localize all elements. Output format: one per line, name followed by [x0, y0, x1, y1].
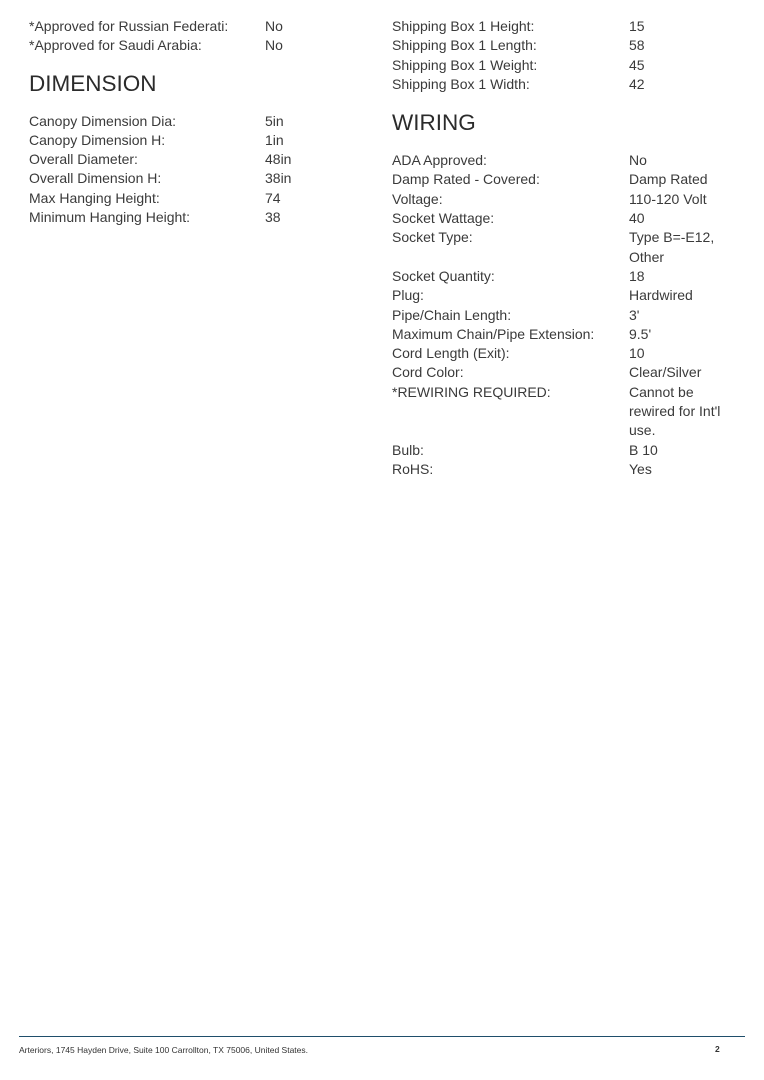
- spec-value: 38in: [265, 170, 292, 187]
- spec-row: [29, 131, 359, 150]
- spec-row: [29, 208, 359, 227]
- dimension-rows: [29, 112, 359, 228]
- spec-label: Plug:: [392, 287, 424, 304]
- spec-value: 1in: [265, 131, 284, 148]
- dimension-section-title: DIMENSION: [29, 70, 157, 96]
- spec-label: *REWIRING REQUIRED:: [392, 383, 551, 400]
- spec-row: [392, 75, 737, 94]
- wiring-rows: [392, 151, 737, 479]
- spec-row: [29, 189, 359, 208]
- left-column: [29, 17, 359, 227]
- spec-value: Clear/Silver: [629, 364, 702, 381]
- spec-label: Pipe/Chain Length:: [392, 306, 512, 323]
- spec-label: Shipping Box 1 Length:: [392, 37, 537, 54]
- spec-label: Maximum Chain/Pipe Extension:: [392, 325, 595, 342]
- spec-row: [29, 150, 359, 169]
- spec-value: 58: [629, 37, 645, 54]
- spec-row: [392, 363, 737, 382]
- spec-value: Cannot be rewired for Int'l use.: [629, 383, 721, 439]
- spec-row: [392, 344, 737, 363]
- page-number: 2: [715, 1044, 720, 1054]
- spec-label: Max Hanging Height:: [29, 189, 160, 206]
- spec-value: 5in: [265, 112, 284, 129]
- spec-value: 74: [265, 189, 281, 206]
- spec-row: [392, 36, 737, 55]
- spec-row: [392, 228, 737, 267]
- spec-label: Socket Quantity:: [392, 267, 495, 284]
- spec-row: [392, 56, 737, 75]
- spec-value: 48in: [265, 151, 292, 168]
- spec-value: 18: [629, 267, 645, 284]
- spec-label: Damp Rated - Covered:: [392, 171, 540, 188]
- spec-value: Yes: [629, 460, 652, 477]
- spec-value: 42: [629, 75, 645, 92]
- spec-row: [392, 267, 737, 286]
- spec-value: 9.5': [629, 325, 652, 342]
- spec-label: Canopy Dimension H:: [29, 131, 166, 148]
- spec-value: No: [629, 152, 647, 169]
- spec-value: 3': [629, 306, 640, 323]
- spec-value: No: [265, 18, 283, 34]
- footer-address: Arteriors, 1745 Hayden Drive, Suite 100 Carrollton, TX 75006, United States.: [19, 1045, 308, 1055]
- spec-value: 10: [629, 345, 645, 362]
- spec-label: Shipping Box 1 Height:: [392, 18, 535, 34]
- spec-label: Cord Color:: [392, 364, 464, 381]
- spec-row: [392, 383, 737, 441]
- spec-row: [29, 17, 359, 36]
- spec-value: 45: [629, 56, 645, 73]
- spec-row: [29, 36, 359, 55]
- wiring-section-title: WIRING: [392, 110, 476, 136]
- shipping-rows: [392, 17, 737, 94]
- spec-label: Canopy Dimension Dia:: [29, 112, 177, 129]
- right-column: [392, 17, 737, 479]
- spec-row: [392, 325, 737, 344]
- spec-label: Cord Length (Exit):: [392, 345, 510, 362]
- spec-row: [392, 151, 737, 170]
- spec-label: Shipping Box 1 Width:: [392, 75, 530, 92]
- spec-row: [392, 306, 737, 325]
- spec-row: [392, 209, 737, 228]
- spec-value: 15: [629, 18, 645, 34]
- spec-label: ADA Approved:: [392, 152, 487, 169]
- spec-row: [392, 170, 737, 189]
- spec-row: [29, 112, 359, 131]
- spec-row: [392, 17, 737, 36]
- spec-row: [392, 460, 737, 479]
- spec-label: Minimum Hanging Height:: [29, 209, 191, 226]
- spec-label: Overall Dimension H:: [29, 170, 162, 187]
- spec-value: 40: [629, 210, 645, 227]
- spec-label: Socket Wattage:: [392, 210, 495, 227]
- left-top-rows: [29, 17, 359, 56]
- spec-label: Bulb:: [392, 441, 424, 458]
- spec-label: *Approved for Russian Federati:: [29, 18, 229, 34]
- spec-label: RoHS:: [392, 460, 434, 477]
- spec-value: 110-120 Volt: [629, 190, 707, 207]
- spec-value: B 10: [629, 441, 658, 458]
- spec-value: No: [265, 37, 283, 54]
- footer-divider: [19, 1036, 745, 1037]
- spec-label: Overall Diameter:: [29, 151, 138, 168]
- spec-label: Shipping Box 1 Weight:: [392, 56, 538, 73]
- spec-value: 38: [265, 209, 281, 226]
- spec-label: Socket Type:: [392, 229, 473, 246]
- spec-label: *Approved for Saudi Arabia:: [29, 37, 202, 54]
- spec-row: [392, 286, 737, 305]
- spec-row: [29, 169, 359, 188]
- spec-value: Type B=-E12, Other: [629, 229, 715, 265]
- spec-row: [392, 190, 737, 209]
- spec-value: Damp Rated: [629, 171, 708, 188]
- spec-row: [392, 441, 737, 460]
- spec-value: Hardwired: [629, 287, 693, 304]
- spec-label: Voltage:: [392, 190, 443, 207]
